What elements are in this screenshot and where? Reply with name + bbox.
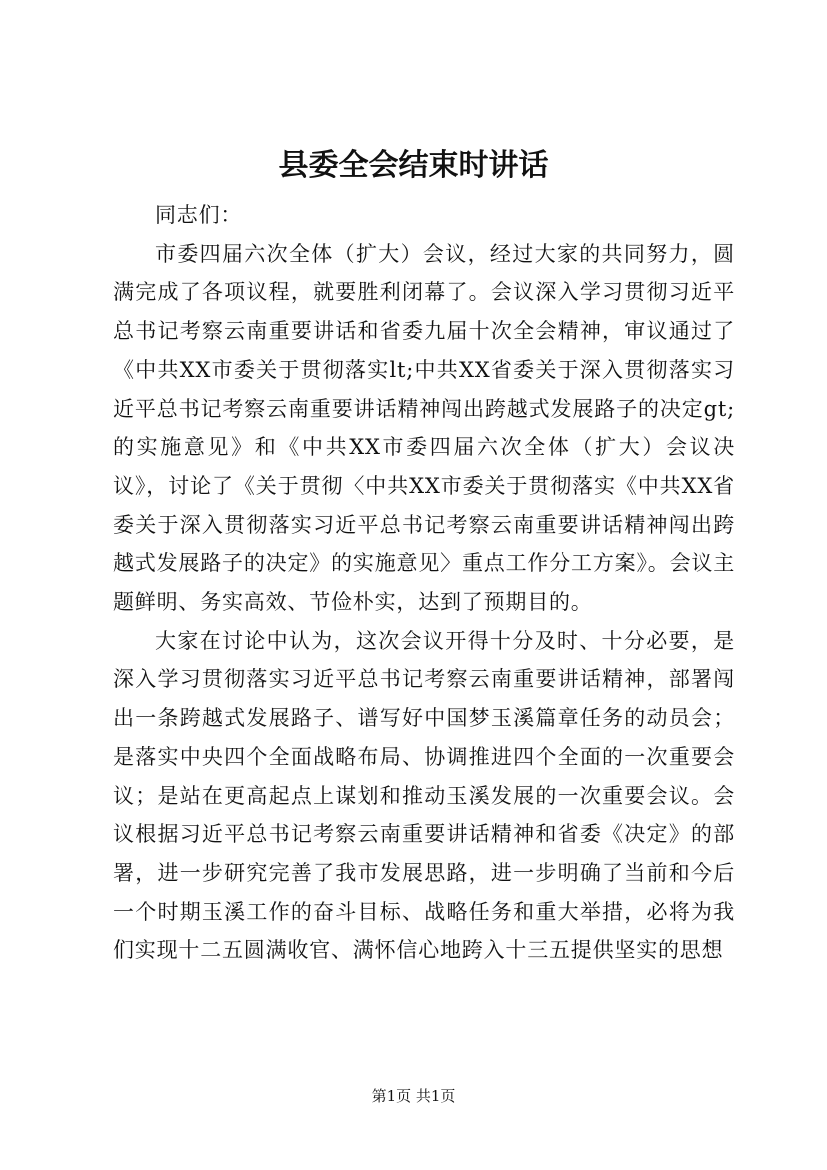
- paragraph-1: 市委四届六次全体（扩大）会议，经过大家的共同努力，圆满完成了各项议程，就要胜利闭幕了。会议深入学习贯彻习近平总书记考察云南重要讲话和省委九届十次全会精神，审议通过了《中共XX市委关于贯彻落实lt;中共XX省委关于深入贯彻落实习近平总书记考察云南重要讲话精神闯出跨越式发展路子的决定gt;的实施意见》和《中共XX市委四届六次全体（扩大）会议决议》，讨论了《关于贯彻〈中共XX市委关于贯彻落实《中共XX省委关于深入贯彻落实习近平总书记考察云南重要讲话精神闯出跨越式发展路子的决定》的实施意见〉重点工作分工方案》。会议主题鲜明、务实高效、节俭朴实，达到了预期目的。: [113, 241, 735, 615]
- paragraph-2: 大家在讨论中认为，这次会议开得十分及时、十分必要，是深入学习贯彻落实习近平总书记考察云南重要讲话精神，部署闯出一条跨越式发展路子、谱写好中国梦玉溪篇章任务的动员会；是落实中央四个全面战略布局、协调推进四个全面的一次重要会议；是站在更高起点上谋划和推动玉溪发展的一次重要会议。会议根据习近平总书记考察云南重要讲话精神和省委《决定》的部署，进一步研究完善了我市发展思路，进一步明确了当前和今后一个时期玉溪工作的奋斗目标、战略任务和重大举措，必将为我们实现十二五圆满收官、满怀信心地跨入十三五提供坚实的思想: [113, 628, 735, 963]
- document-body: [113, 196, 735, 970]
- page-footer: [0, 1086, 827, 1106]
- salutation: 同志们：: [155, 203, 243, 227]
- document-title: 县委全会结束时讲话: [278, 148, 549, 183]
- page-number-label: 第1页 共1页: [371, 1087, 456, 1105]
